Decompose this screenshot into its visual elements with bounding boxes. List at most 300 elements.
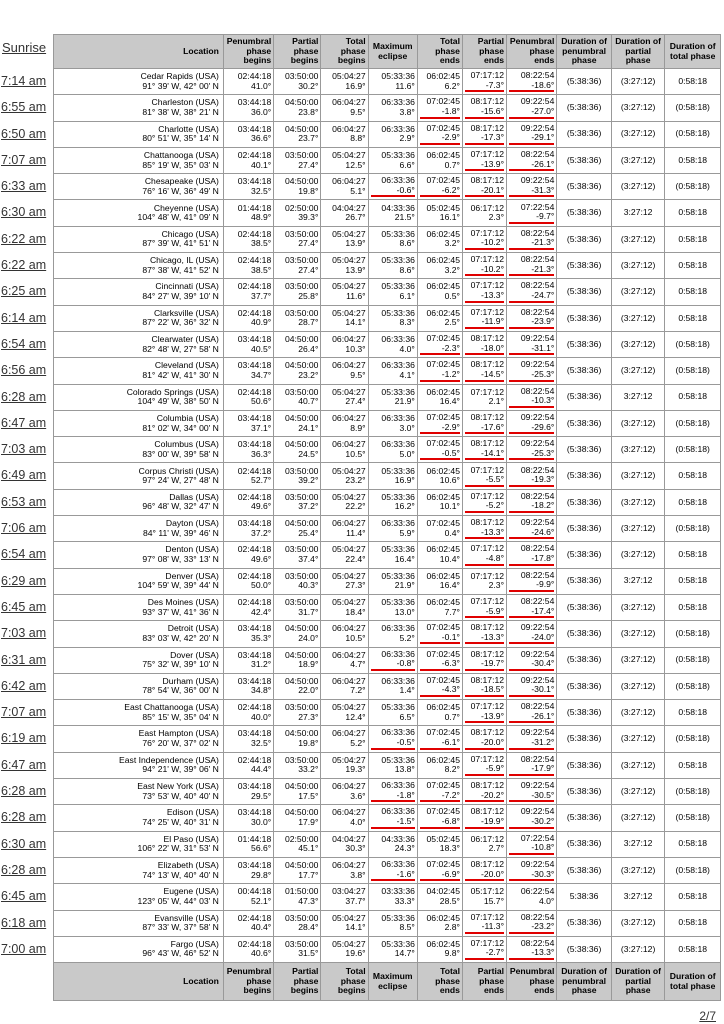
phase-cell [368, 279, 417, 305]
duration-cell: (0:58:18) [665, 673, 721, 699]
phase-time: 06:02:45 [426, 149, 460, 160]
moon-altitude: -17.8° [509, 554, 554, 566]
duration-cell: (5:38:36) [557, 936, 612, 962]
location-cell [54, 726, 224, 752]
moon-altitude: 18.9° [298, 659, 319, 670]
moon-altitude: 21.9° [394, 396, 415, 407]
phase-cell [507, 489, 557, 515]
duration-cell: (3:27:12) [611, 463, 664, 489]
col-location: Location [54, 35, 224, 69]
duration-cell: 0:58:18 [665, 568, 721, 594]
location-name: Evansville (USA) [154, 912, 219, 923]
sunrise-time-link[interactable]: 6:56 am [1, 363, 47, 378]
phase-time: 09:22:54 [520, 727, 555, 738]
location-coords: 80° 51' W, 35° 14' N [142, 133, 219, 144]
phase-cell [417, 358, 462, 384]
moon-altitude: 26.4° [298, 343, 319, 354]
phase-time: 04:33:36 [381, 833, 415, 844]
moon-altitude: 5.9° [399, 527, 415, 538]
location-name: Cincinnati (USA) [155, 281, 219, 292]
duration-cell: (5:38:36) [557, 516, 612, 542]
duration-cell: (5:38:36) [557, 673, 612, 699]
moon-altitude: 5.0° [399, 448, 415, 459]
sunrise-header-link[interactable]: Sunrise [2, 40, 47, 55]
location-name: Charleston (USA) [151, 97, 219, 108]
duration-cell: (3:27:12) [611, 779, 664, 805]
phase-cell [321, 857, 368, 883]
phase-time: 03:04:27 [332, 886, 366, 897]
location-name: Des Moines (USA) [147, 596, 219, 607]
moon-altitude: 27.4° [345, 396, 366, 407]
moon-altitude: -14.1° [465, 449, 504, 461]
phase-cell [223, 516, 273, 542]
moon-altitude: -20.2° [465, 791, 504, 803]
sunrise-time-link[interactable]: 6:28 am [1, 810, 47, 825]
phase-time: 03:50:00 [284, 255, 319, 266]
phase-cell [417, 69, 462, 95]
phase-cell [462, 279, 506, 305]
phase-cell [462, 463, 506, 489]
phase-cell [321, 700, 368, 726]
phase-cell [321, 69, 368, 95]
phase-time: 06:02:45 [426, 544, 460, 555]
phase-cell [274, 516, 321, 542]
phase-time: 02:44:18 [237, 596, 272, 607]
phase-cell [223, 726, 273, 752]
phase-cell [223, 69, 273, 95]
phase-cell [321, 673, 368, 699]
duration-cell: 0:58:18 [665, 253, 721, 279]
phase-cell [223, 358, 273, 384]
phase-cell [321, 752, 368, 778]
phase-cell [507, 279, 557, 305]
phase-cell [462, 147, 506, 173]
sunrise-time-link[interactable]: 6:30 am [1, 205, 47, 220]
phase-cell [417, 200, 462, 226]
location-name: El Paso (USA) [163, 833, 219, 844]
moon-altitude: -15.6° [465, 107, 504, 119]
phase-cell [462, 779, 506, 805]
phase-time: 08:17:12 [470, 517, 505, 528]
phase-time: 03:50:00 [284, 702, 319, 713]
phase-time: 03:50:00 [284, 465, 319, 476]
phase-time: 06:33:36 [381, 334, 415, 345]
phase-cell [462, 752, 506, 778]
sunrise-time-link[interactable]: 6:14 am [1, 310, 47, 325]
phase-time: 06:04:27 [332, 649, 366, 660]
phase-cell [368, 410, 417, 436]
duration-cell: 0:58:18 [665, 594, 721, 620]
location-cell [54, 489, 224, 515]
location-name: Cleveland (USA) [154, 360, 219, 371]
location-cell [54, 279, 224, 305]
location-coords: 104° 59' W, 39° 44' N [137, 580, 219, 591]
phase-time: 05:04:27 [332, 228, 366, 239]
phase-time: 03:44:18 [237, 807, 272, 818]
phase-cell [368, 305, 417, 331]
phase-cell [321, 542, 368, 568]
duration-cell: (3:27:12) [611, 673, 664, 699]
sunrise-time-link[interactable]: 6:55 am [1, 100, 47, 115]
phase-cell [223, 884, 273, 910]
moon-altitude: 21.5° [394, 212, 415, 223]
moon-altitude: -6.3° [420, 659, 460, 671]
phase-cell [274, 647, 321, 673]
phase-time: 03:44:18 [237, 360, 272, 371]
phase-cell [223, 305, 273, 331]
sunrise-time-link[interactable]: 7:06 am [1, 521, 47, 536]
duration-cell: (3:27:12) [611, 331, 664, 357]
duration-cell: (0:58:18) [665, 121, 721, 147]
phase-cell [368, 174, 417, 200]
sunrise-time-link[interactable]: 7:07 am [1, 705, 47, 720]
phase-time: 05:33:36 [381, 544, 415, 555]
location-cell [54, 542, 224, 568]
moon-altitude: 13.9° [345, 264, 366, 275]
duration-cell: (3:27:12) [611, 700, 664, 726]
duration-cell: (5:38:36) [557, 121, 612, 147]
phase-cell [368, 95, 417, 121]
phase-cell [368, 358, 417, 384]
moon-altitude: 8.6° [399, 264, 415, 275]
moon-altitude: 27.4° [298, 264, 319, 275]
duration-cell: 3:27:12 [611, 384, 664, 410]
phase-cell [368, 463, 417, 489]
phase-cell [368, 779, 417, 805]
sunrise-time-link[interactable]: 6:45 am [1, 599, 47, 614]
phase-time: 08:17:12 [470, 806, 505, 817]
phase-cell [274, 226, 321, 252]
phase-cell [368, 568, 417, 594]
phase-time: 06:33:36 [381, 123, 415, 134]
phase-cell [462, 358, 506, 384]
location-name: Detroit (USA) [167, 623, 219, 634]
footer-header-row [54, 963, 721, 1001]
location-name: Columbia (USA) [156, 412, 219, 423]
sunrise-time-link[interactable]: 6:53 am [1, 494, 47, 509]
page-number: 2/7 [699, 1009, 716, 1023]
table-row [54, 752, 721, 778]
sunrise-time-link[interactable]: 6:25 am [1, 284, 47, 299]
col-duration-total: Duration of total phase [665, 35, 721, 69]
sunrise-time-link[interactable]: 6:30 am [1, 836, 47, 851]
sunrise-time-link[interactable]: 6:29 am [1, 573, 47, 588]
phase-cell [368, 594, 417, 620]
phase-cell [368, 200, 417, 226]
moon-altitude: 4.7° [350, 659, 366, 670]
duration-cell: 5:38:36 [557, 884, 612, 910]
phase-cell [507, 95, 557, 121]
phase-cell [462, 69, 506, 95]
phase-cell [321, 358, 368, 384]
phase-cell [223, 226, 273, 252]
duration-cell: (5:38:36) [557, 700, 612, 726]
phase-time: 08:22:54 [520, 70, 555, 81]
sunrise-time-link[interactable]: 6:49 am [1, 468, 47, 483]
phase-time: 04:04:27 [332, 833, 366, 844]
table-row [54, 621, 721, 647]
sunrise-time-link[interactable]: 7:00 am [1, 941, 47, 956]
moon-altitude: 14.1° [345, 922, 366, 933]
sunrise-time-link[interactable]: 6:28 am [1, 784, 47, 799]
phase-cell [417, 410, 462, 436]
phase-cell [462, 410, 506, 436]
phase-cell [417, 568, 462, 594]
location-cell [54, 410, 224, 436]
moon-altitude: -13.9° [465, 712, 504, 724]
moon-altitude: -31.2° [509, 738, 554, 750]
phase-time: 06:04:27 [332, 334, 366, 345]
phase-time: 06:02:45 [426, 255, 460, 266]
moon-altitude: 24.5° [298, 448, 319, 459]
location-cell [54, 305, 224, 331]
table-row [54, 936, 721, 962]
phase-time: 06:02:45 [426, 912, 460, 923]
phase-cell [321, 805, 368, 831]
moon-altitude: -18.2° [509, 501, 554, 513]
moon-altitude: 3.2° [444, 264, 460, 275]
sunrise-time-link[interactable]: 6:18 am [1, 915, 47, 930]
phase-time: 01:44:18 [237, 833, 272, 844]
sunrise-time-link[interactable]: 6:54 am [1, 336, 47, 351]
location-cell [54, 516, 224, 542]
footer-col-total-ends: Total phase ends [417, 963, 462, 1001]
sunrise-time-link[interactable]: 7:07 am [1, 152, 47, 167]
phase-cell [507, 147, 557, 173]
duration-cell: (3:27:12) [611, 95, 664, 121]
moon-altitude: -24.6° [509, 528, 554, 540]
location-coords: 93° 37' W, 41° 36' N [142, 606, 219, 617]
phase-time: 08:22:54 [520, 306, 555, 317]
phase-cell [368, 253, 417, 279]
col-maximum: Maximum eclipse [368, 35, 417, 69]
moon-altitude: -1.8° [371, 791, 415, 803]
moon-altitude: -23.2° [509, 922, 554, 934]
sunrise-time-link[interactable]: 6:22 am [1, 258, 47, 273]
moon-altitude: 44.4° [251, 764, 272, 775]
phase-cell [223, 779, 273, 805]
moon-altitude: -20.0° [465, 870, 504, 882]
phase-time: 06:33:36 [381, 412, 415, 423]
col-duration-penumbral: Duration of penumbral phase [557, 35, 612, 69]
moon-altitude: -9.9° [509, 580, 554, 592]
phase-time: 06:33:36 [381, 675, 415, 686]
moon-altitude: 16.1° [439, 212, 460, 223]
phase-time: 06:04:27 [332, 360, 366, 371]
location-coords: 96° 48' W, 32° 47' N [142, 501, 219, 512]
footer-col-partial-begins: Partial phase begins [274, 963, 321, 1001]
phase-time: 06:33:36 [381, 439, 415, 450]
location-name: Chesapeake (USA) [144, 176, 219, 187]
phase-cell [274, 673, 321, 699]
duration-cell: (3:27:12) [611, 936, 664, 962]
phase-time: 04:33:36 [381, 202, 415, 213]
moon-altitude: 27.3° [345, 580, 366, 591]
moon-altitude: -0.5° [420, 449, 460, 461]
phase-time: 03:50:00 [284, 596, 319, 607]
phase-time: 06:02:45 [426, 702, 460, 713]
phase-time: 08:17:12 [470, 648, 505, 659]
footer-col-maximum: Maximum eclipse [368, 963, 417, 1001]
duration-cell: (5:38:36) [557, 174, 612, 200]
location-cell [54, 884, 224, 910]
moon-altitude: 45.1° [298, 843, 319, 854]
phase-cell [223, 594, 273, 620]
phase-time: 03:44:18 [237, 439, 272, 450]
sunrise-time-link[interactable]: 6:28 am [1, 389, 47, 404]
phase-cell [417, 489, 462, 515]
phase-time: 06:04:27 [332, 781, 366, 792]
moon-altitude: 14.7° [394, 948, 415, 959]
duration-cell: (3:27:12) [611, 542, 664, 568]
phase-cell [462, 331, 506, 357]
phase-time: 03:44:18 [237, 334, 272, 345]
phase-time: 06:02:45 [426, 386, 460, 397]
moon-altitude: 5.1° [350, 185, 366, 196]
phase-time: 05:04:27 [332, 596, 366, 607]
phase-cell [274, 910, 321, 936]
table-row [54, 884, 721, 910]
phase-time: 09:22:54 [520, 674, 555, 685]
moon-altitude: 37.1° [251, 422, 272, 433]
phase-time: 05:33:36 [381, 570, 415, 581]
phase-cell [462, 857, 506, 883]
moon-altitude: 22.4° [345, 553, 366, 564]
duration-cell: (3:27:12) [611, 253, 664, 279]
phase-time: 09:22:54 [520, 648, 555, 659]
sunrise-time-link[interactable]: 6:47 am [1, 757, 47, 772]
phase-time: 09:22:54 [520, 780, 555, 791]
moon-altitude: 19.6° [345, 948, 366, 959]
phase-cell [462, 226, 506, 252]
phase-cell [462, 95, 506, 121]
phase-cell [321, 121, 368, 147]
duration-cell: (0:58:18) [665, 437, 721, 463]
duration-cell: (3:27:12) [611, 516, 664, 542]
phase-time: 08:22:54 [520, 385, 555, 396]
phase-cell [321, 174, 368, 200]
phase-cell [462, 489, 506, 515]
sunrise-time-link[interactable]: 6:47 am [1, 415, 47, 430]
location-coords: 87° 22' W, 36° 32' N [142, 317, 219, 328]
phase-time: 02:44:18 [237, 307, 272, 318]
sunrise-time-link[interactable]: 6:31 am [1, 652, 47, 667]
moon-altitude: -20.1° [465, 186, 504, 198]
moon-altitude: 49.6° [251, 553, 272, 564]
sunrise-time-link[interactable]: 6:19 am [1, 731, 47, 746]
sunrise-time-link[interactable]: 7:03 am [1, 626, 47, 641]
location-coords: 84° 11' W, 39° 46' N [142, 527, 219, 538]
phase-cell [417, 463, 462, 489]
phase-cell [368, 910, 417, 936]
location-coords: 87° 33' W, 37° 58' N [142, 922, 219, 933]
table-row [54, 358, 721, 384]
sunrise-time-link[interactable]: 6:33 am [1, 179, 47, 194]
location-name: Edison (USA) [166, 807, 219, 818]
sunrise-time-link[interactable]: 6:50 am [1, 126, 47, 141]
sunrise-time-link[interactable]: 6:45 am [1, 889, 47, 904]
phase-time: 03:44:18 [237, 97, 272, 108]
phase-cell [507, 936, 557, 962]
duration-cell: (3:27:12) [611, 279, 664, 305]
phase-cell [223, 384, 273, 410]
phase-time: 07:22:54 [520, 832, 555, 843]
moon-altitude: -13.3° [465, 528, 504, 540]
footer-col-duration-penumbral: Duration of penumbral phase [557, 963, 612, 1001]
phase-cell [417, 884, 462, 910]
phase-cell [321, 647, 368, 673]
moon-altitude: -11.9° [465, 317, 504, 329]
phase-cell [417, 831, 462, 857]
duration-cell: 0:58:18 [665, 831, 721, 857]
moon-altitude: 34.8° [251, 685, 272, 696]
moon-altitude: 30.2° [298, 80, 319, 91]
sunrise-time-link[interactable]: 7:03 am [1, 442, 47, 457]
phase-time: 07:02:45 [426, 806, 460, 817]
sunrise-time-link[interactable]: 6:28 am [1, 862, 47, 877]
sunrise-time-link[interactable]: 6:22 am [1, 231, 47, 246]
phase-time: 08:22:54 [520, 543, 555, 554]
moon-altitude: 37.2° [298, 501, 319, 512]
moon-altitude: 1.4° [399, 685, 415, 696]
location-coords: 85° 15' W, 35° 04' N [142, 711, 219, 722]
moon-altitude: 9.5° [350, 369, 366, 380]
phase-time: 03:44:18 [237, 781, 272, 792]
footer-col-duration-partial: Duration of partial phase [611, 963, 664, 1001]
phase-time: 08:22:54 [520, 937, 555, 948]
phase-time: 04:50:00 [284, 807, 319, 818]
phase-cell [417, 121, 462, 147]
phase-time: 04:02:45 [426, 886, 460, 897]
moon-altitude: -21.3° [509, 238, 554, 250]
location-coords: 81° 02' W, 34° 00' N [142, 422, 219, 433]
table-row [54, 95, 721, 121]
moon-altitude: 6.1° [399, 291, 415, 302]
location-coords: 74° 13' W, 40° 40' N [142, 869, 219, 880]
phase-time: 08:22:54 [520, 280, 555, 291]
phase-time: 07:02:45 [426, 518, 460, 529]
phase-cell [223, 253, 273, 279]
duration-cell: (0:58:18) [665, 805, 721, 831]
moon-altitude: 6.5° [399, 711, 415, 722]
moon-altitude: 24.0° [298, 632, 319, 643]
location-coords: 75° 32' W, 39° 10' N [142, 659, 219, 670]
moon-altitude: -20.0° [465, 738, 504, 750]
phase-cell [274, 594, 321, 620]
location-cell [54, 831, 224, 857]
moon-altitude: -5.9° [465, 607, 504, 619]
duration-cell: (3:27:12) [611, 147, 664, 173]
location-name: Fargo (USA) [170, 938, 219, 949]
duration-cell: (5:38:36) [557, 95, 612, 121]
phase-time: 06:04:27 [332, 623, 366, 634]
sunrise-time-link[interactable]: 7:14 am [1, 74, 47, 88]
phase-cell [368, 437, 417, 463]
moon-altitude: 33.3° [394, 895, 415, 906]
duration-cell: 0:58:18 [665, 305, 721, 331]
sunrise-time-link[interactable]: 6:54 am [1, 547, 47, 562]
phase-time: 06:04:27 [332, 675, 366, 686]
location-coords: 85° 19' W, 35° 03' N [142, 159, 219, 170]
table-row [54, 805, 721, 831]
location-cell [54, 95, 224, 121]
phase-cell [274, 410, 321, 436]
phase-cell [417, 594, 462, 620]
phase-cell [321, 226, 368, 252]
phase-time: 05:33:36 [381, 465, 415, 476]
moon-altitude: 3.6° [350, 790, 366, 801]
sunrise-time-link[interactable]: 6:42 am [1, 678, 47, 693]
